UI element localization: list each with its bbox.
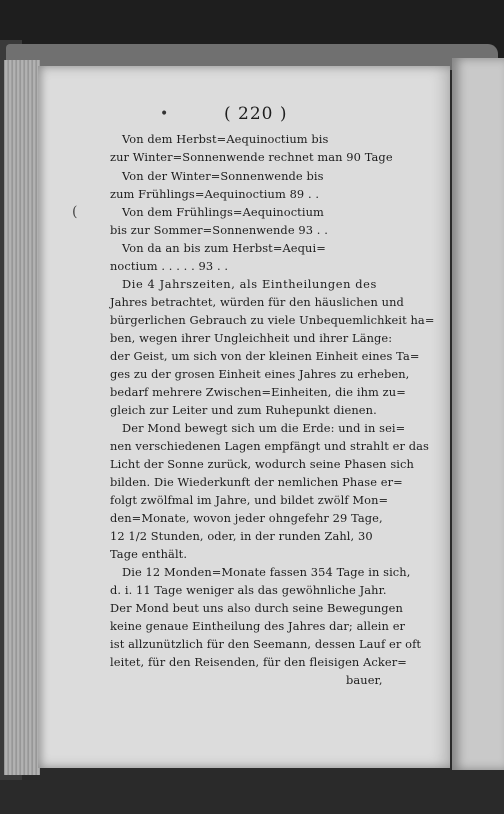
text-line: der Geist, um sich von der kleinen Einheit eines Ta= [110, 349, 420, 363]
page-block-edge [4, 60, 40, 775]
text-line: keine genaue Eintheilung des Jahres dar; allein er [110, 619, 406, 633]
text-line: Tage enthält. [110, 547, 188, 561]
text-line: bürgerlichen Gebrauch zu viele Unbequemlichkeit ha= [110, 313, 435, 327]
text-line: bauer, [346, 673, 383, 687]
text-line: gleich zur Leiter und zum Ruhepunkt dienen. [110, 403, 377, 417]
background-bottom [0, 770, 504, 814]
margin-mark: ( [72, 204, 78, 220]
text-line: zum Frühlings=Aequinoctium 89 . . [110, 187, 320, 201]
text-line: zur Winter=Sonnenwende rechnet man 90 Tage [110, 150, 393, 164]
text-line: ist allzunützlich für den Seemann, dessen Lauf er oft [110, 637, 422, 651]
text-line: Der Mond beut uns also durch seine Bewegungen [110, 601, 403, 615]
text-line: ben, wegen ihrer Ungleichheit und ihrer Länge: [110, 331, 393, 345]
text-line: Von da an bis zum Herbst=Aequi= [122, 241, 326, 255]
ink-dot: • [160, 106, 169, 122]
text-line: bis zur Sommer=Sonnenwende 93 . . [110, 223, 328, 237]
text-line: Licht der Sonne zurück, wodurch seine Phasen sich [110, 457, 414, 471]
text-line: Von der Winter=Sonnenwende bis [122, 169, 324, 183]
text-line: ges zu der grosen Einheit eines Jahres zu erheben, [110, 367, 410, 381]
text-line: Jahres betrachtet, würden für den häuslichen und [110, 295, 404, 309]
text-line: Von dem Frühlings=Aequinoctium [122, 205, 324, 219]
page-number: ( 220 ) [224, 104, 288, 124]
text-line: nen verschiedenen Lagen empfängt und strahlt er das [110, 439, 429, 453]
text-line: bedarf mehrere Zwischen=Einheiten, die ihm zu= [110, 385, 406, 399]
text-line: noctium . . . . . 93 . . [110, 259, 229, 273]
text-line: Der Mond bewegt sich um die Erde: und in sei= [122, 421, 406, 435]
text-line: Die 12 Monden=Monate fassen 354 Tage in sich, [122, 565, 411, 579]
text-line: Von dem Herbst=Aequinoctium bis [122, 132, 329, 146]
facing-page [452, 58, 504, 770]
text-line: bilden. Die Wiederkunft der nemlichen Phase er= [110, 475, 403, 489]
text-line: den=Monate, wovon jeder ohngefehr 29 Tage, [110, 511, 383, 525]
text-line: leitet, für den Reisenden, für den fleisigen Acker= [110, 655, 407, 669]
text-line: 12 1/2 Stunden, oder, in der runden Zahl, 30 [110, 529, 373, 543]
text-line: Die 4 Jahrszeiten, als Eintheilungen des [122, 277, 377, 291]
text-line: folgt zwölfmal im Jahre, und bildet zwölf Mon= [110, 493, 389, 507]
text-line: d. i. 11 Tage weniger als das gewöhnliche Jahr. [110, 583, 387, 597]
